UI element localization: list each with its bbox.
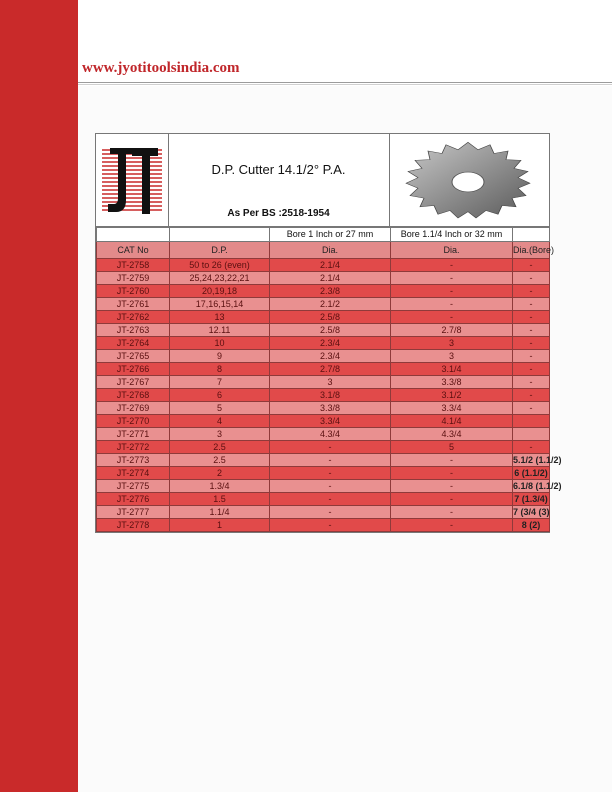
col-dia-27: Dia.	[270, 242, 391, 259]
group-header-bore-27: Bore 1 Inch or 27 mm	[270, 228, 391, 242]
cell-dia-32: 4.3/4	[391, 428, 513, 441]
cell-dia-27: 2.5/8	[270, 311, 391, 324]
cell-cat-no: JT-2774	[97, 467, 170, 480]
cell-dp: 8	[170, 363, 270, 376]
table-row	[97, 272, 550, 285]
cell-dia-27: -	[270, 467, 391, 480]
title-cell	[168, 134, 390, 226]
cell-cat-no: JT-2763	[97, 324, 170, 337]
jt-logo-icon	[96, 134, 168, 226]
col-dia-bore: Dia.(Bore)	[513, 242, 550, 259]
website-url[interactable]: www.jyotitoolsindia.com	[82, 60, 240, 76]
cell-dp: 25,24,23,22,21	[170, 272, 270, 285]
table-row	[97, 363, 550, 376]
cell-dia-32: -	[391, 467, 513, 480]
cell-dia-27: 2.1/4	[270, 272, 391, 285]
cell-dia-32: -	[391, 493, 513, 506]
cell-dia-bore: -	[513, 402, 550, 415]
cell-dp: 1.3/4	[170, 480, 270, 493]
table-row	[97, 389, 550, 402]
cell-dia-bore: -	[513, 376, 550, 389]
cell-dia-32: -	[391, 519, 513, 532]
cell-dia-27: -	[270, 454, 391, 467]
cell-dia-32: -	[391, 454, 513, 467]
cell-cat-no: JT-2771	[97, 428, 170, 441]
table-row	[97, 402, 550, 415]
cell-cat-no: JT-2773	[97, 454, 170, 467]
cell-dia-27: 3.1/8	[270, 389, 391, 402]
cell-dp: 2.5	[170, 441, 270, 454]
column-header-row	[97, 242, 550, 259]
cell-dia-bore: 8 (2)	[513, 519, 550, 532]
cell-dia-27: 4.3/4	[270, 428, 391, 441]
cell-dia-32: -	[391, 506, 513, 519]
cell-dp: 9	[170, 350, 270, 363]
cell-dia-bore	[513, 415, 550, 428]
cell-dia-bore: -	[513, 298, 550, 311]
cell-dia-27: 2.3/4	[270, 337, 391, 350]
cell-dp: 2	[170, 467, 270, 480]
cell-dia-bore: 7 (1.3/4)	[514, 494, 548, 504]
group-header-row	[97, 228, 550, 242]
cell-dia-32: 3.3/4	[391, 402, 513, 415]
cell-dia-32: -	[391, 298, 513, 311]
table-row	[97, 428, 550, 441]
cell-dia-27: 2.3/8	[270, 285, 391, 298]
cell-dia-27: -	[270, 519, 391, 532]
cell-dia-27: 2.3/4	[270, 350, 391, 363]
cell-dia-32: -	[391, 285, 513, 298]
cell-dia-bore: -	[513, 272, 550, 285]
table-row	[97, 506, 550, 519]
cell-dp: 1	[170, 519, 270, 532]
cell-dia-27: 3	[270, 376, 391, 389]
table-row	[97, 519, 550, 532]
cell-dp: 17,16,15,14	[170, 298, 270, 311]
group-header-empty-3	[513, 228, 550, 242]
cell-cat-no: JT-2777	[97, 506, 170, 519]
product-title: D.P. Cutter 14.1/2° P.A.	[211, 162, 346, 177]
cell-dp: 1.5	[170, 493, 270, 506]
gear-cutter-icon	[390, 134, 548, 226]
table-row	[97, 337, 550, 350]
card-header	[96, 134, 549, 227]
cell-dia-bore: -	[513, 324, 550, 337]
cell-dia-bore: 5.1/2 (1.1/2)	[513, 455, 562, 465]
cell-cat-no: JT-2764	[97, 337, 170, 350]
table-row	[97, 480, 550, 493]
cell-cat-no: JT-2775	[97, 480, 170, 493]
cell-cat-no: JT-2759	[97, 272, 170, 285]
cell-cat-no: JT-2778	[97, 519, 170, 532]
cell-dia-bore: -	[513, 311, 550, 324]
cell-dia-32: 3	[391, 350, 513, 363]
cell-dp: 50 to 26 (even)	[170, 259, 270, 272]
cell-dia-bore: -	[513, 363, 550, 376]
cell-dp: 6	[170, 389, 270, 402]
group-header-empty-2	[170, 228, 270, 242]
cell-dp: 10	[170, 337, 270, 350]
table-row	[97, 376, 550, 389]
cell-dia-bore: -	[513, 285, 550, 298]
dp-cutter-table	[96, 227, 562, 532]
cell-dia-32: 3	[391, 337, 513, 350]
cutter-image-cell	[390, 134, 549, 226]
cell-dia-32: 4.1/4	[391, 415, 513, 428]
header-rule-secondary	[78, 84, 612, 85]
cell-cat-no: JT-2760	[97, 285, 170, 298]
cell-dia-32: -	[391, 480, 513, 493]
table-row	[97, 324, 550, 337]
cell-dia-bore: 7 (3/4 (3)	[513, 507, 550, 517]
cell-cat-no: JT-2766	[97, 363, 170, 376]
cell-dia-27: 3.3/8	[270, 402, 391, 415]
cell-dia-27: -	[270, 480, 391, 493]
product-card	[95, 133, 562, 533]
product-standard: As Per BS :2518-1954	[227, 208, 330, 219]
cell-dia-27: 2.1/2	[270, 298, 391, 311]
cell-cat-no: JT-2768	[97, 389, 170, 402]
cell-dia-27: 2.7/8	[270, 363, 391, 376]
col-cat-no: CAT No	[97, 242, 170, 259]
cell-dia-32: -	[391, 259, 513, 272]
cell-cat-no: JT-2767	[97, 376, 170, 389]
cell-cat-no: JT-2758	[97, 259, 170, 272]
cell-dp: 1.1/4	[170, 506, 270, 519]
cell-dia-27: -	[270, 441, 391, 454]
cell-dia-32: -	[391, 311, 513, 324]
cell-dia-32: 2.7/8	[391, 324, 513, 337]
cell-dia-bore: 6.1/8 (1.1/2)	[513, 481, 562, 491]
cell-dia-bore	[513, 428, 550, 441]
table-row	[97, 285, 550, 298]
cell-dp: 2.5	[170, 454, 270, 467]
group-header-empty-1	[97, 228, 170, 242]
table-row	[97, 467, 550, 480]
cell-dp: 3	[170, 428, 270, 441]
cell-dia-27: 2.5/8	[270, 324, 391, 337]
cell-dia-bore: -	[513, 350, 550, 363]
cell-dia-32: 5	[391, 441, 513, 454]
cell-dp: 13	[170, 311, 270, 324]
group-header-bore-32: Bore 1.1/4 Inch or 32 mm	[391, 228, 513, 242]
cell-dia-bore: 6 (1.1/2)	[514, 468, 548, 478]
table-row	[97, 259, 550, 272]
cell-cat-no: JT-2769	[97, 402, 170, 415]
cell-dia-bore: -	[513, 337, 550, 350]
cell-cat-no: JT-2762	[97, 311, 170, 324]
table-row	[97, 311, 550, 324]
col-dp: D.P.	[170, 242, 270, 259]
cell-dia-27: 3.3/4	[270, 415, 391, 428]
cell-dp: 5	[170, 402, 270, 415]
cell-dp: 7	[170, 376, 270, 389]
col-dia-32: Dia.	[391, 242, 513, 259]
cell-cat-no: JT-2776	[97, 493, 170, 506]
cell-dia-32: 3.1/2	[391, 389, 513, 402]
table-row	[97, 298, 550, 311]
left-accent-bar	[0, 0, 78, 792]
cell-dia-32: 3.3/8	[391, 376, 513, 389]
table-body	[97, 228, 562, 532]
cell-dia-bore: -	[513, 259, 550, 272]
table-row	[97, 493, 550, 506]
table-row	[97, 441, 550, 454]
table-row	[97, 350, 550, 363]
cell-dia-32: 3.1/4	[391, 363, 513, 376]
cell-dp: 4	[170, 415, 270, 428]
cell-dia-bore: -	[513, 389, 550, 402]
cell-dia-32: -	[391, 272, 513, 285]
cell-cat-no: JT-2765	[97, 350, 170, 363]
table-row	[97, 454, 550, 467]
cell-dia-bore: -	[513, 441, 550, 454]
cell-cat-no: JT-2772	[97, 441, 170, 454]
logo-cell	[96, 134, 169, 226]
cell-dp: 12.11	[170, 324, 270, 337]
cell-cat-no: JT-2761	[97, 298, 170, 311]
cell-dia-27: 2.1/4	[270, 259, 391, 272]
header-rule	[78, 82, 612, 83]
cell-dp: 20,19,18	[170, 285, 270, 298]
table-row	[97, 415, 550, 428]
cell-dia-27: -	[270, 506, 391, 519]
cell-dia-27: -	[270, 493, 391, 506]
cell-cat-no: JT-2770	[97, 415, 170, 428]
